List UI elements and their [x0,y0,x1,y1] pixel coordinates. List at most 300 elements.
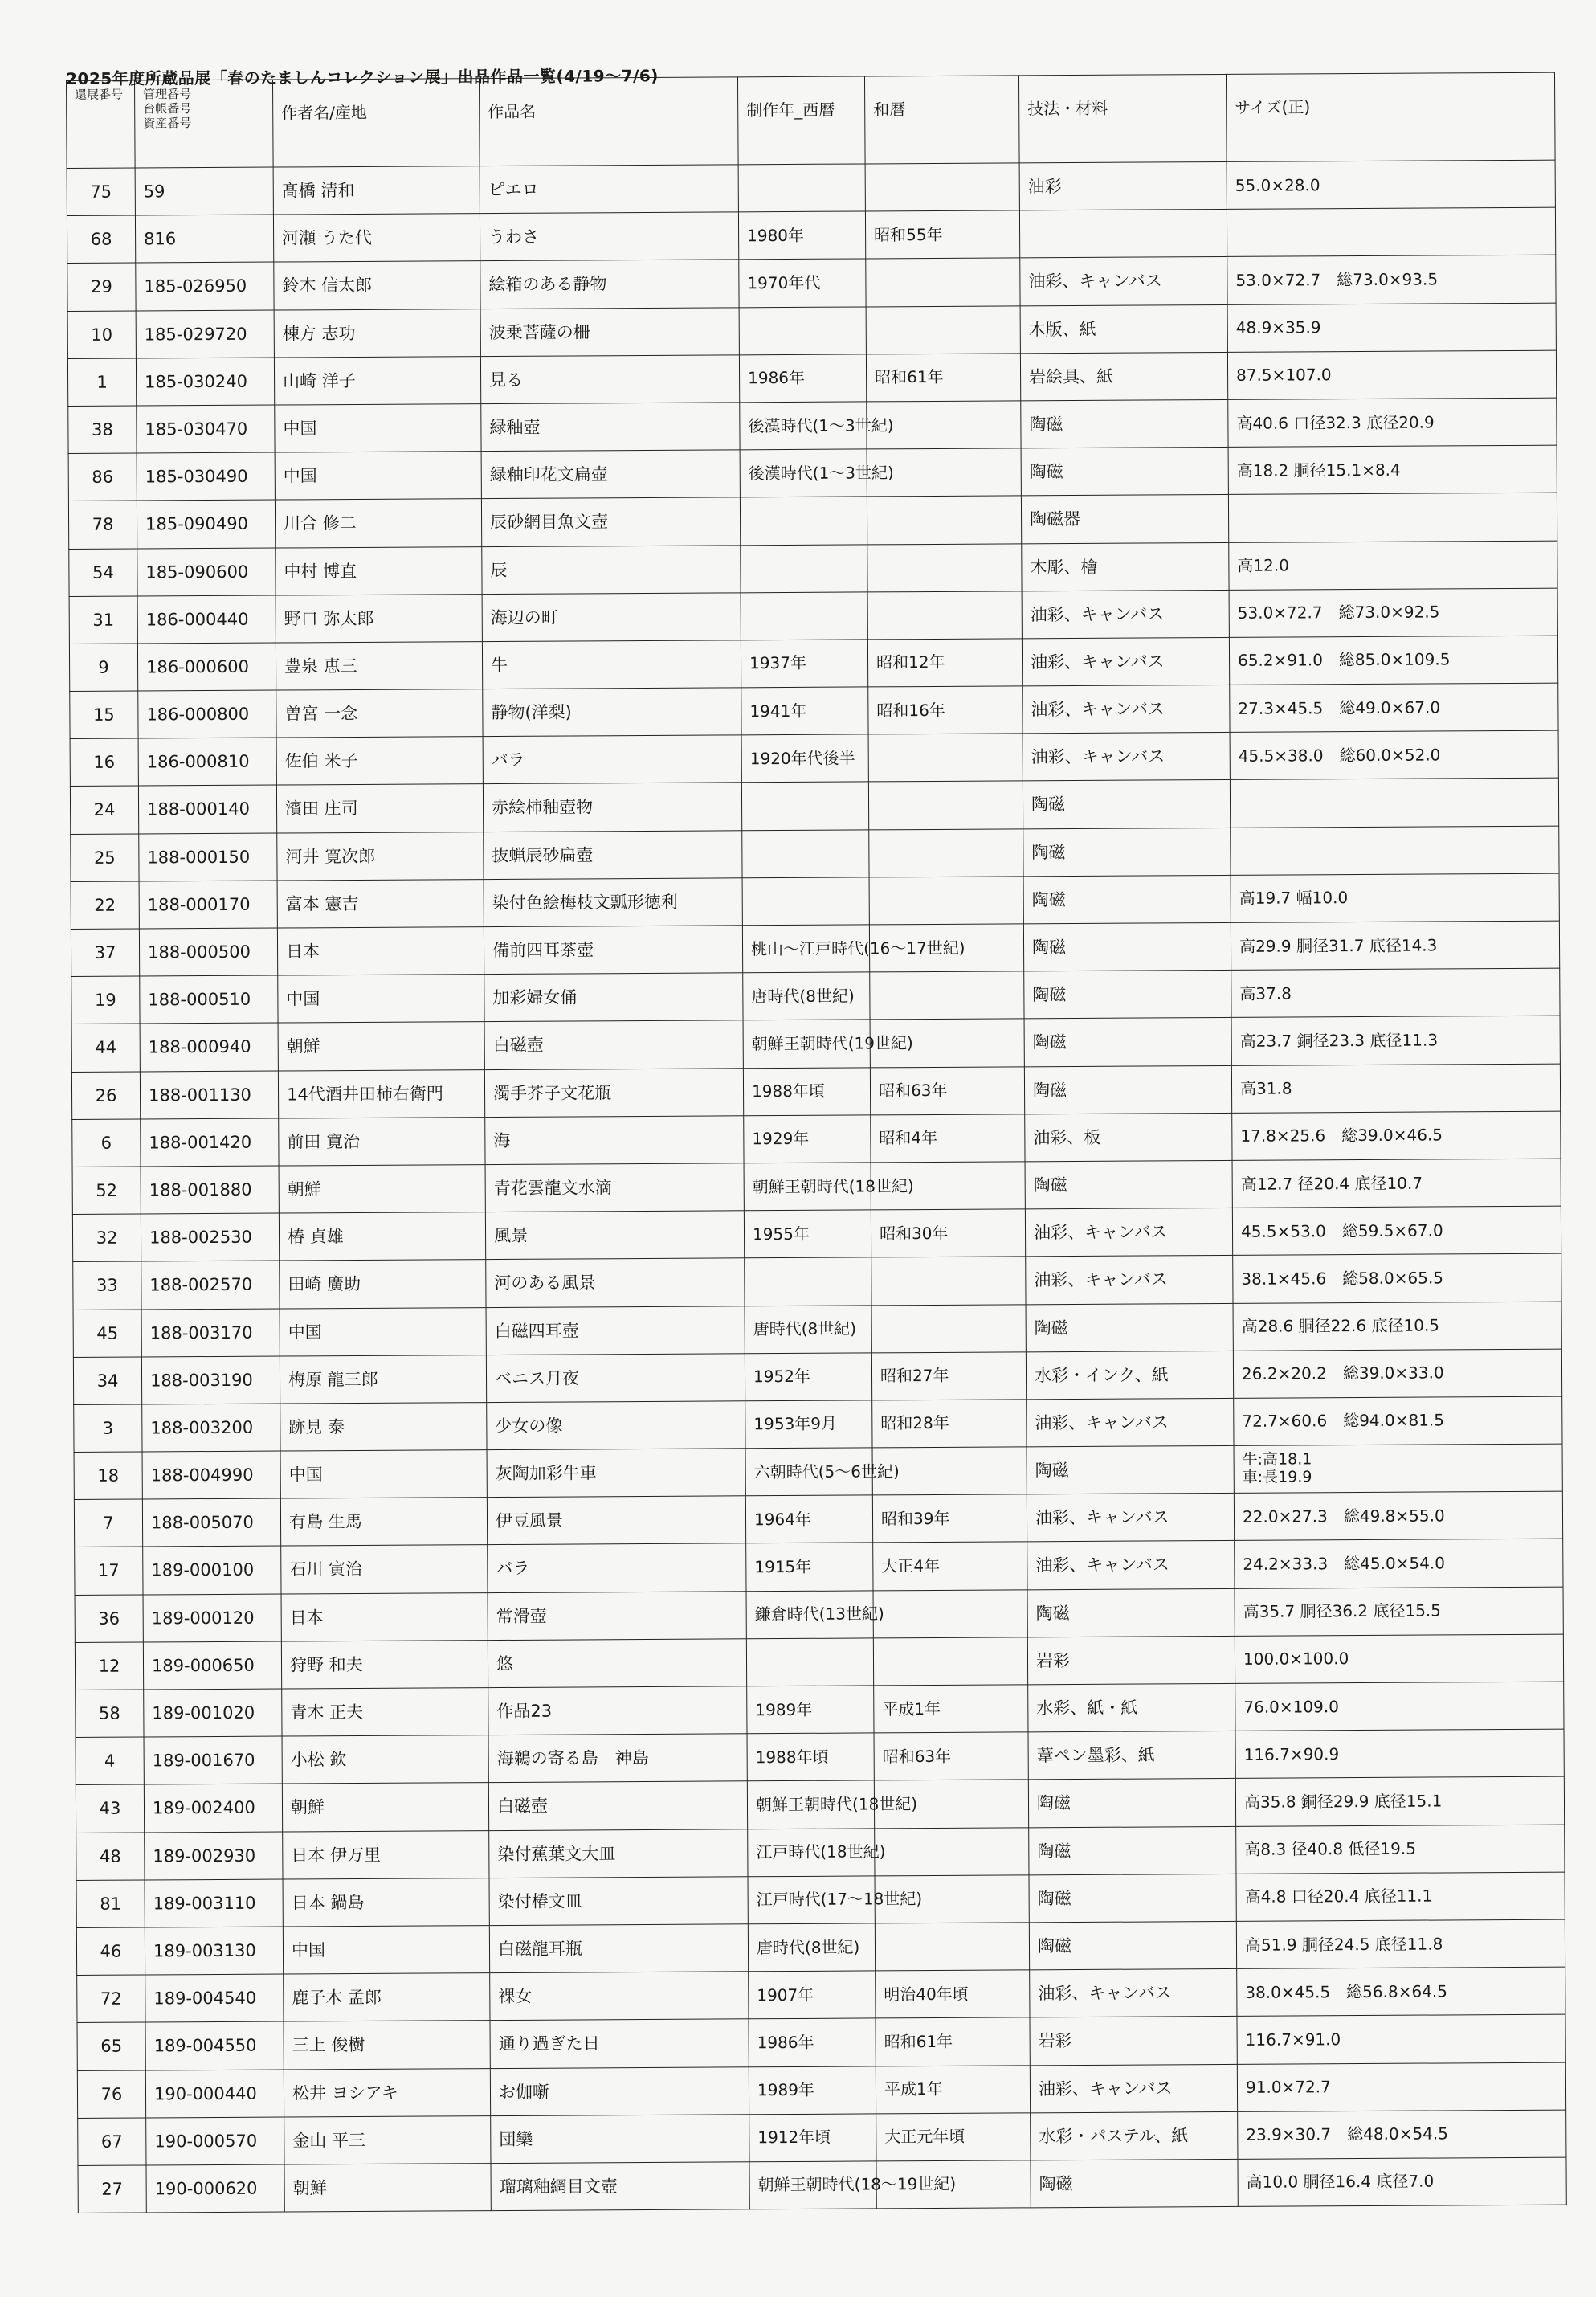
cell-year [742,830,869,878]
cell-japanese-era [868,781,1023,829]
cell-year: 1953年9月 [745,1400,872,1449]
cell-exhibit-number: 75 [67,168,135,216]
cell-exhibit-number: 48 [76,1833,145,1881]
cell-management-number: 185-090600 [137,548,276,596]
cell-japanese-era: 昭和55年 [865,210,1019,259]
table-row [75,1587,1563,1643]
cell-year: 1952年 [745,1353,871,1401]
header-japanese-era: 和暦 [864,76,1019,164]
cell-work-title: 海鵜の寄る島 神島 [488,1734,747,1783]
document-title: 2025年度所蔵品展「春のたましんコレクション展」出品作品一覧(4/19〜7/6) [66,66,659,88]
cell-management-number: 816 [135,215,273,263]
cell-year: 1988年頃 [747,1733,874,1781]
cell-year: 後漢時代(1〜3世紀) [740,449,867,497]
cell-medium: 油彩、キャンバス [1025,1208,1232,1257]
cell-exhibit-number: 45 [73,1309,141,1357]
cell-size: 高10.0 胴径16.4 底径7.0 [1238,2157,1566,2206]
table-row [69,541,1557,597]
cell-year: 1989年 [747,1686,874,1734]
cell-management-number: 188-000140 [138,785,276,833]
cell-work-title: ベニス月夜 [486,1353,745,1402]
cell-medium: 油彩 [1019,161,1227,210]
table-row [68,445,1557,501]
cell-size: 91.0×72.7 [1237,2062,1565,2111]
table-row [67,255,1556,312]
cell-work-title: 加彩婦女俑 [484,973,743,1022]
cell-size: 100.0×100.0 [1235,1634,1563,1683]
cell-management-number: 185-090490 [137,500,275,548]
cell-management-number: 189-000100 [143,1546,281,1594]
cell-work-title: 海 [485,1116,744,1165]
cell-year: 1986年 [739,354,866,403]
cell-japanese-era [871,1257,1026,1305]
cell-management-number: 188-003170 [141,1309,280,1357]
cell-size: 27.3×45.5 総49.0×67.0 [1230,683,1558,732]
cell-year: 朝鮮王朝時代(18世紀) [744,1163,871,1211]
cell-medium: 陶磁 [1023,780,1230,829]
cell-year [741,544,867,592]
cell-size: 22.0×27.3 総49.8×55.0 [1234,1491,1562,1540]
cell-artist: 富本 憲吉 [277,879,484,928]
cell-exhibit-number: 10 [67,311,136,359]
cell-exhibit-number: 36 [75,1595,143,1643]
cell-japanese-era: 昭和61年 [876,2017,1030,2066]
cell-exhibit-number: 6 [72,1119,141,1167]
cell-management-number: 190-000440 [145,2070,284,2118]
cell-medium: 陶磁 [1021,399,1228,448]
table-header-row [67,72,1556,168]
table-row [75,1539,1563,1596]
cell-medium: 陶磁 [1029,1921,1236,1970]
cell-management-number: 190-000570 [146,2117,284,2165]
cell-size: 高35.7 胴径36.2 底径15.5 [1235,1587,1563,1636]
cell-japanese-era [869,877,1023,925]
cell-artist: 梅原 龍三郎 [280,1355,486,1404]
cell-year: 朝鮮王朝時代(18〜19世紀) [749,2161,876,2209]
cell-exhibit-number: 24 [70,786,138,834]
cell-work-title: 静物(洋梨) [483,688,741,737]
cell-exhibit-number: 44 [71,1024,140,1072]
cell-work-title: 染付蕉葉文大皿 [489,1829,748,1878]
cell-year [745,1257,871,1306]
cell-medium: 油彩、板 [1025,1113,1232,1162]
cell-japanese-era: 大正4年 [873,1542,1027,1590]
cell-artist: 青木 正夫 [282,1688,488,1737]
cell-year: 1964年 [745,1495,872,1543]
header-artist: 作者名/産地 [272,79,480,167]
cell-artist: 中国 [280,1307,486,1356]
cell-management-number: 188-003200 [142,1404,280,1452]
cell-japanese-era: 昭和30年 [871,1209,1025,1257]
cell-management-number: 188-000500 [139,928,277,976]
header-management-number: 管理番号 [143,87,192,102]
cell-exhibit-number: 12 [75,1642,143,1690]
cell-year: 江戸時代(18世紀) [748,1828,875,1876]
cell-exhibit-number: 43 [76,1784,144,1833]
cell-japanese-era: 明治40年頃 [876,1970,1030,2018]
cell-year: 江戸時代(17〜18世紀) [748,1876,875,1924]
cell-year: 1912年頃 [749,2114,876,2162]
cell-exhibit-number: 22 [71,881,139,930]
cell-artist: 朝鮮 [282,1783,488,1832]
cell-medium: 油彩、キャンバス [1027,1541,1235,1590]
cell-exhibit-number: 3 [74,1404,142,1453]
cell-year: 1929年 [744,1115,871,1163]
cell-size: 高29.9 胴径31.7 底径14.3 [1231,921,1559,970]
cell-japanese-era [866,258,1020,306]
cell-exhibit-number: 52 [72,1167,141,1215]
cell-medium: 陶磁 [1028,1779,1235,1828]
cell-size: 高40.6 口径32.3 底径20.9 [1228,398,1557,447]
cell-artist: 14代酒井田柿右衛門 [278,1069,484,1118]
cell-artist: 日本 [281,1592,488,1641]
cell-exhibit-number: 17 [75,1547,143,1595]
cell-artist: 跡見 泰 [280,1402,487,1451]
cell-year: 1907年 [749,1971,876,2019]
table-row [67,303,1556,359]
cell-size: 87.5×107.0 [1227,350,1556,399]
cell-size: 65.2×91.0 総85.0×109.5 [1229,636,1557,685]
cell-work-title: バラ [488,1543,746,1592]
cell-work-title: 辰砂網目魚文壺 [481,497,740,546]
cell-size: 高4.8 口径20.4 底径11.1 [1236,1872,1565,1921]
cell-artist: 狩野 和夫 [281,1640,488,1689]
cell-exhibit-number: 7 [74,1499,142,1547]
table-row [71,1064,1560,1120]
table-row [74,1444,1562,1500]
cell-medium: 岩彩 [1030,2017,1237,2066]
cell-year: 六朝時代(5〜6世紀) [745,1448,872,1496]
cell-artist: 中国 [275,404,481,453]
table-row [71,968,1560,1024]
cell-work-title: 緑釉壺 [481,403,740,452]
cell-work-title: 伊豆風景 [487,1496,745,1545]
cell-medium: 水彩・パステル、紙 [1031,2111,1238,2160]
table-row [70,779,1558,835]
cell-artist: 朝鮮 [284,2163,491,2212]
cell-year: 唐時代(8世紀) [745,1305,871,1353]
cell-work-title: 波乗菩薩の柵 [480,307,739,356]
cell-japanese-era [865,163,1019,211]
table-row [72,1206,1561,1262]
cell-management-number: 188-000170 [139,881,277,929]
cell-size: 48.9×35.9 [1227,303,1556,352]
cell-medium: 油彩、キャンバス [1022,637,1229,686]
cell-management-number: 189-001020 [144,1689,282,1737]
cell-japanese-era: 昭和28年 [872,1400,1027,1448]
cell-japanese-era [875,1923,1029,1971]
cell-work-title: 少女の像 [487,1401,745,1450]
cell-size: 76.0×109.0 [1235,1682,1564,1731]
cell-japanese-era: 昭和12年 [867,639,1022,687]
header-ledger-number: 台帳番号 [143,101,192,116]
table-row [75,1634,1563,1690]
cell-size: 高18.2 胴径15.1×8.4 [1228,445,1557,494]
cell-management-number: 185-030240 [136,358,274,406]
cell-size: 53.0×72.7 総73.0×93.5 [1227,255,1556,304]
table-row [76,1729,1564,1785]
cell-medium: 岩絵具、紙 [1020,352,1227,401]
cell-artist: 佐伯 米子 [276,737,483,786]
cell-exhibit-number: 32 [72,1214,141,1262]
table-row [72,1159,1561,1215]
size-line: 牛:高18.1 [1242,1450,1312,1469]
cell-size: 高31.8 [1231,1064,1560,1113]
cell-size: 116.7×90.9 [1235,1729,1564,1778]
cell-management-number: 188-000150 [139,833,277,881]
cell-japanese-era [871,1304,1026,1352]
cell-medium: 陶磁 [1026,1303,1233,1352]
cell-work-title: ピエロ [480,165,738,214]
cell-year: 朝鮮王朝時代(18世紀) [747,1780,874,1829]
cell-japanese-era [867,496,1021,544]
cell-year: 唐時代(8世紀) [748,1923,875,1972]
cell-medium: 陶磁 [1024,1018,1231,1067]
cell-size: 45.5×38.0 総60.0×52.0 [1230,730,1558,779]
cell-japanese-era: 昭和27年 [871,1352,1026,1400]
cell-japanese-era: 平成1年 [874,1685,1028,1733]
cell-size: 24.2×33.3 総45.0×54.0 [1235,1539,1563,1588]
cell-exhibit-number: 81 [76,1880,145,1928]
cell-artist: 朝鮮 [279,1165,485,1214]
cell-artist: 三上 俊樹 [284,2021,490,2070]
cell-management-number: 186-000440 [137,595,276,644]
cell-exhibit-number: 58 [76,1690,144,1738]
cell-year: 1970年代 [739,259,866,307]
table-body [67,160,1566,2213]
cell-artist: 野口 弥太郎 [276,594,482,643]
cell-medium: 陶磁 [1024,1065,1231,1114]
cell-size: 116.7×91.0 [1237,2014,1565,2063]
table-row [76,1919,1565,1976]
cell-work-title: バラ [483,735,741,784]
cell-size: 高37.8 [1231,968,1560,1017]
cell-artist: 中国 [280,1450,487,1499]
cell-exhibit-number: 34 [73,1357,141,1405]
cell-work-title: 抜蝋辰砂扁壺 [484,830,742,879]
cell-management-number: 188-000510 [140,975,278,1024]
table-row [72,1111,1561,1167]
cell-size [1234,1444,1562,1493]
cell-exhibit-number: 1 [67,358,136,407]
cell-artist: 前田 寛治 [279,1117,485,1166]
cell-exhibit-number: 78 [68,501,137,549]
cell-exhibit-number: 46 [76,1927,145,1976]
table-row [71,1016,1560,1073]
artwork-list-table [66,72,1567,2213]
table-row [71,921,1559,977]
header-medium: 技法・材料 [1018,74,1227,162]
cell-management-number: 189-000650 [143,1641,281,1690]
cell-artist: 中国 [275,452,481,501]
cell-japanese-era: 昭和4年 [871,1114,1025,1163]
cell-exhibit-number: 25 [71,834,139,882]
cell-size: 45.5×53.0 総59.5×67.0 [1232,1206,1561,1255]
cell-management-number: 188-002530 [141,1213,279,1261]
cell-artist: 朝鮮 [278,1022,484,1071]
cell-year: 1915年 [746,1543,873,1591]
cell-work-title: 白磁龍耳瓶 [489,1924,748,1973]
cell-year: 1988年頃 [743,1067,870,1115]
cell-artist: 有島 生馬 [280,1498,487,1547]
table-row [68,493,1557,549]
cell-artist: 日本 鍋島 [283,1878,489,1927]
cell-work-title: 作品23 [488,1686,747,1735]
cell-size: 高23.7 銅径23.3 底径11.3 [1231,1016,1560,1065]
header-year: 制作年_西暦 [737,76,865,165]
cell-artist: 鈴木 信太郎 [274,261,480,310]
size-line: 車:長19.9 [1242,1468,1312,1487]
cell-medium: 水彩・インク、紙 [1026,1351,1233,1400]
cell-management-number: 188-001130 [140,1071,278,1119]
table-row [76,1825,1565,1881]
cell-size [1228,493,1557,542]
cell-medium: 陶磁 [1029,1826,1236,1875]
cell-management-number: 189-003130 [145,1927,283,1975]
cell-management-number: 188-001420 [141,1118,279,1167]
cell-year [742,877,869,926]
cell-year: 1920年代後半 [741,734,868,783]
cell-artist: 鹿子木 孟郎 [284,1973,490,2022]
cell-medium: 陶磁 [1031,2159,1238,2208]
cell-exhibit-number: 68 [67,215,135,264]
cell-medium: 岩彩 [1027,1636,1235,1685]
table-row [78,2157,1566,2213]
cell-work-title: 辰 [482,545,741,594]
cell-exhibit-number: 16 [70,738,138,787]
cell-exhibit-number: 38 [68,406,137,454]
table-row [67,207,1555,264]
header-work-title: 作品名 [479,77,738,166]
cell-management-number: 190-000620 [146,2164,284,2213]
cell-year [741,592,867,640]
cell-work-title: お伽噺 [490,2066,749,2115]
cell-medium: 油彩、キャンバス [1020,257,1227,306]
table-row [70,683,1558,739]
cell-medium: 陶磁 [1029,1874,1236,1923]
cell-management-number: 188-005070 [142,1498,280,1547]
table-row [76,1682,1564,1738]
table-row [68,398,1557,454]
cell-exhibit-number: 72 [77,1975,145,2023]
cell-management-number: 188-002570 [141,1261,280,1309]
cell-work-title: 牛 [482,640,741,689]
cell-management-number: 186-000600 [137,643,276,691]
cell-artist: 中国 [278,975,484,1024]
cell-year: 1937年 [741,640,867,688]
cell-medium: 油彩、キャンバス [1022,590,1229,639]
table-row [74,1396,1562,1453]
table-row [73,1302,1561,1358]
cell-work-title: うわさ [480,212,738,261]
cell-year: 後漢時代(1〜3世紀) [740,402,867,450]
cell-size: 26.2×20.2 総39.0×33.0 [1233,1349,1561,1398]
cell-medium: 陶磁 [1027,1445,1234,1494]
cell-size [1230,779,1558,828]
cell-management-number: 185-029720 [136,310,274,358]
header-id-numbers [135,80,274,168]
cell-size [1231,826,1559,875]
cell-management-number: 188-000940 [140,1023,278,1071]
cell-japanese-era: 昭和16年 [868,686,1023,734]
cell-work-title: 河のある風景 [486,1258,745,1307]
table-row [71,873,1559,930]
cell-management-number: 186-000810 [138,738,276,786]
cell-artist: 河瀬 うた代 [273,214,480,263]
cell-management-number: 189-001670 [144,1736,282,1784]
cell-exhibit-number: 76 [77,2070,145,2118]
cell-artist: 川合 修二 [275,499,481,548]
cell-exhibit-number: 19 [71,976,140,1024]
cell-exhibit-number: 33 [73,1261,141,1310]
cell-year [740,497,867,545]
cell-year: 1989年 [749,2066,876,2114]
cell-medium: 葦ペン墨彩、紙 [1028,1731,1235,1780]
cell-size: 高51.9 胴径24.5 底径11.8 [1236,1919,1565,1968]
cell-management-number: 185-026950 [136,262,274,310]
table-row [74,1491,1562,1547]
cell-japanese-era: 平成1年 [876,2065,1030,2113]
cell-artist: 石川 寅治 [281,1545,488,1594]
cell-management-number: 188-001880 [141,1166,279,1214]
table-row [77,2014,1565,2070]
cell-exhibit-number: 27 [78,2165,146,2213]
cell-year [746,1638,873,1686]
table-row [70,730,1558,787]
cell-artist: 松井 ヨシアキ [284,2068,490,2117]
cell-japanese-era: 昭和61年 [866,354,1020,402]
cell-exhibit-number: 15 [70,691,138,739]
cell-size: 高8.3 径40.8 低径19.5 [1236,1825,1565,1874]
cell-management-number: 189-004540 [145,1974,284,2022]
cell-artist: 河井 寛次郎 [277,832,484,881]
cell-medium [1019,210,1227,259]
cell-size: 高35.8 銅径29.9 底径15.1 [1235,1776,1564,1825]
cell-management-number: 59 [135,167,273,215]
cell-japanese-era [867,591,1022,640]
cell-japanese-era [867,543,1022,591]
table-row [71,826,1559,882]
cell-artist: 中村 博直 [276,546,482,595]
table-row [78,2110,1566,2166]
cell-management-number: 185-030490 [137,452,275,501]
cell-work-title: 裸女 [490,1972,749,2021]
cell-artist: 豊泉 恵三 [276,641,482,690]
cell-medium: 陶磁 [1021,448,1228,497]
cell-size: 55.0×28.0 [1227,160,1555,209]
table-row [77,2062,1565,2119]
cell-size: 高12.0 [1229,541,1557,590]
cell-work-title: 常滑壺 [488,1591,746,1640]
cell-size: 53.0×72.7 総73.0×92.5 [1229,588,1557,637]
cell-exhibit-number: 54 [69,549,137,597]
cell-artist: 山崎 洋子 [274,356,480,405]
cell-japanese-era [875,1827,1029,1875]
cell-medium: 油彩、キャンバス [1030,1969,1237,2018]
cell-japanese-era [866,305,1020,354]
cell-exhibit-number: 86 [68,453,137,501]
cell-exhibit-number: 37 [71,929,139,977]
cell-work-title: 青花雲龍文水滴 [485,1163,744,1212]
cell-management-number: 189-002930 [145,1832,283,1880]
cell-management-number: 189-000120 [143,1594,281,1642]
table-row [69,588,1557,644]
artwork-list-table-wrapper [66,72,1566,2213]
cell-work-title: 染付椿文皿 [489,1877,748,1926]
cell-management-number: 186-000800 [138,690,276,738]
cell-work-title: 白磁四耳壺 [486,1306,745,1355]
cell-exhibit-number: 4 [76,1737,144,1785]
